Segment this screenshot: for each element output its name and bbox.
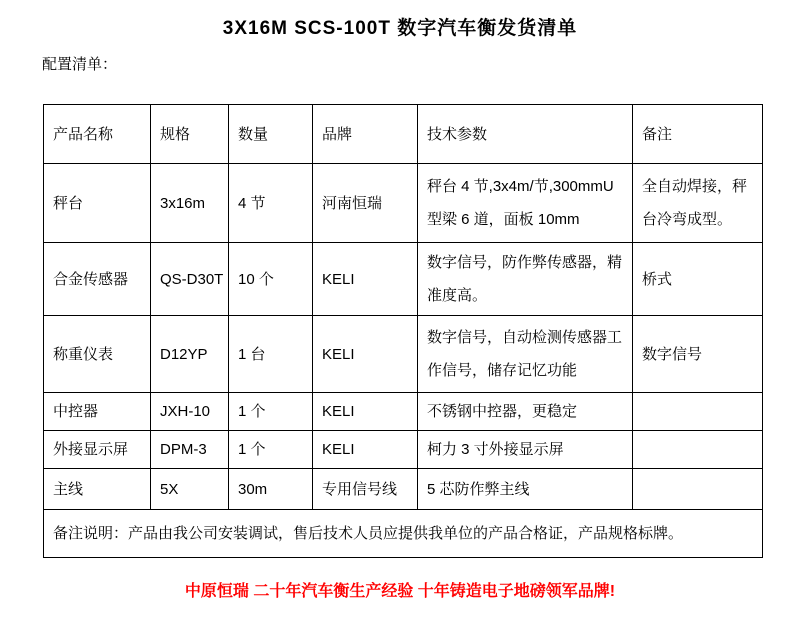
header-spec: 规格 bbox=[151, 105, 229, 164]
cell-spec: QS-D30T bbox=[151, 243, 229, 316]
table-row-main-cable bbox=[44, 469, 763, 510]
config-list-label: 配置清单： bbox=[42, 56, 118, 73]
cell-quantity: 4 节 bbox=[229, 164, 313, 243]
cell-brand: KELI bbox=[313, 316, 418, 393]
table-row-external-display bbox=[44, 431, 763, 469]
cell-tech-params: 5 芯防作弊主线 bbox=[418, 469, 633, 510]
cell-spec: 3x16m bbox=[151, 164, 229, 243]
table-footnote-row bbox=[44, 510, 763, 558]
cell-spec: 5X bbox=[151, 469, 229, 510]
cell-product-name: 秤台 bbox=[44, 164, 151, 243]
cell-remark bbox=[633, 431, 763, 469]
header-quantity: 数量 bbox=[229, 105, 313, 164]
cell-spec: D12YP bbox=[151, 316, 229, 393]
header-tech-params: 技术参数 bbox=[418, 105, 633, 164]
cell-tech-params: 数字信号，自动检测传感器工作信号，储存记忆功能 bbox=[418, 316, 633, 393]
cell-spec: DPM-3 bbox=[151, 431, 229, 469]
cell-product-name: 主线 bbox=[44, 469, 151, 510]
cell-tech-params: 不锈钢中控器，更稳定 bbox=[418, 393, 633, 431]
document-title: 3X16M SCS-100T 数字汽车衡发货清单 bbox=[222, 18, 578, 39]
cell-quantity: 30m bbox=[229, 469, 313, 510]
cell-product-name: 中控器 bbox=[44, 393, 151, 431]
brand-slogan: 中原恒瑞 二十年汽车衡生产经验 十年铸造电子地磅领军品牌! bbox=[184, 583, 616, 600]
cell-brand: 河南恒瑞 bbox=[313, 164, 418, 243]
cell-product-name: 外接显示屏 bbox=[44, 431, 151, 469]
cell-quantity: 1 台 bbox=[229, 316, 313, 393]
table-row-junction-box bbox=[44, 393, 763, 431]
footnote-text: 备注说明：产品由我公司安装调试，售后技术人员应提供我单位的产品合格证，产品规格标牌。 bbox=[44, 510, 763, 558]
cell-quantity: 1 个 bbox=[229, 393, 313, 431]
cell-remark bbox=[633, 393, 763, 431]
header-product-name: 产品名称 bbox=[44, 105, 151, 164]
table-row-load-cell bbox=[44, 243, 763, 316]
cell-remark: 桥式 bbox=[633, 243, 763, 316]
cell-tech-params: 柯力 3 寸外接显示屏 bbox=[418, 431, 633, 469]
cell-spec: JXH-10 bbox=[151, 393, 229, 431]
cell-quantity: 1 个 bbox=[229, 431, 313, 469]
header-remark: 备注 bbox=[633, 105, 763, 164]
header-brand: 品牌 bbox=[313, 105, 418, 164]
table-row-weighbridge bbox=[44, 164, 763, 243]
cell-brand: KELI bbox=[313, 431, 418, 469]
cell-remark: 全自动焊接，秤台冷弯成型。 bbox=[633, 164, 763, 243]
delivery-spec-table bbox=[43, 104, 763, 558]
table-row-indicator bbox=[44, 316, 763, 393]
cell-product-name: 称重仪表 bbox=[44, 316, 151, 393]
cell-product-name: 合金传感器 bbox=[44, 243, 151, 316]
cell-quantity: 10 个 bbox=[229, 243, 313, 316]
cell-remark bbox=[633, 469, 763, 510]
cell-remark: 数字信号 bbox=[633, 316, 763, 393]
cell-tech-params: 数字信号，防作弊传感器，精准度高。 bbox=[418, 243, 633, 316]
cell-brand: 专用信号线 bbox=[313, 469, 418, 510]
cell-tech-params: 秤台 4 节,3x4m/节,300mmU 型梁 6 道，面板 10mm bbox=[418, 164, 633, 243]
cell-brand: KELI bbox=[313, 243, 418, 316]
cell-brand: KELI bbox=[313, 393, 418, 431]
table-header-row bbox=[44, 105, 763, 164]
